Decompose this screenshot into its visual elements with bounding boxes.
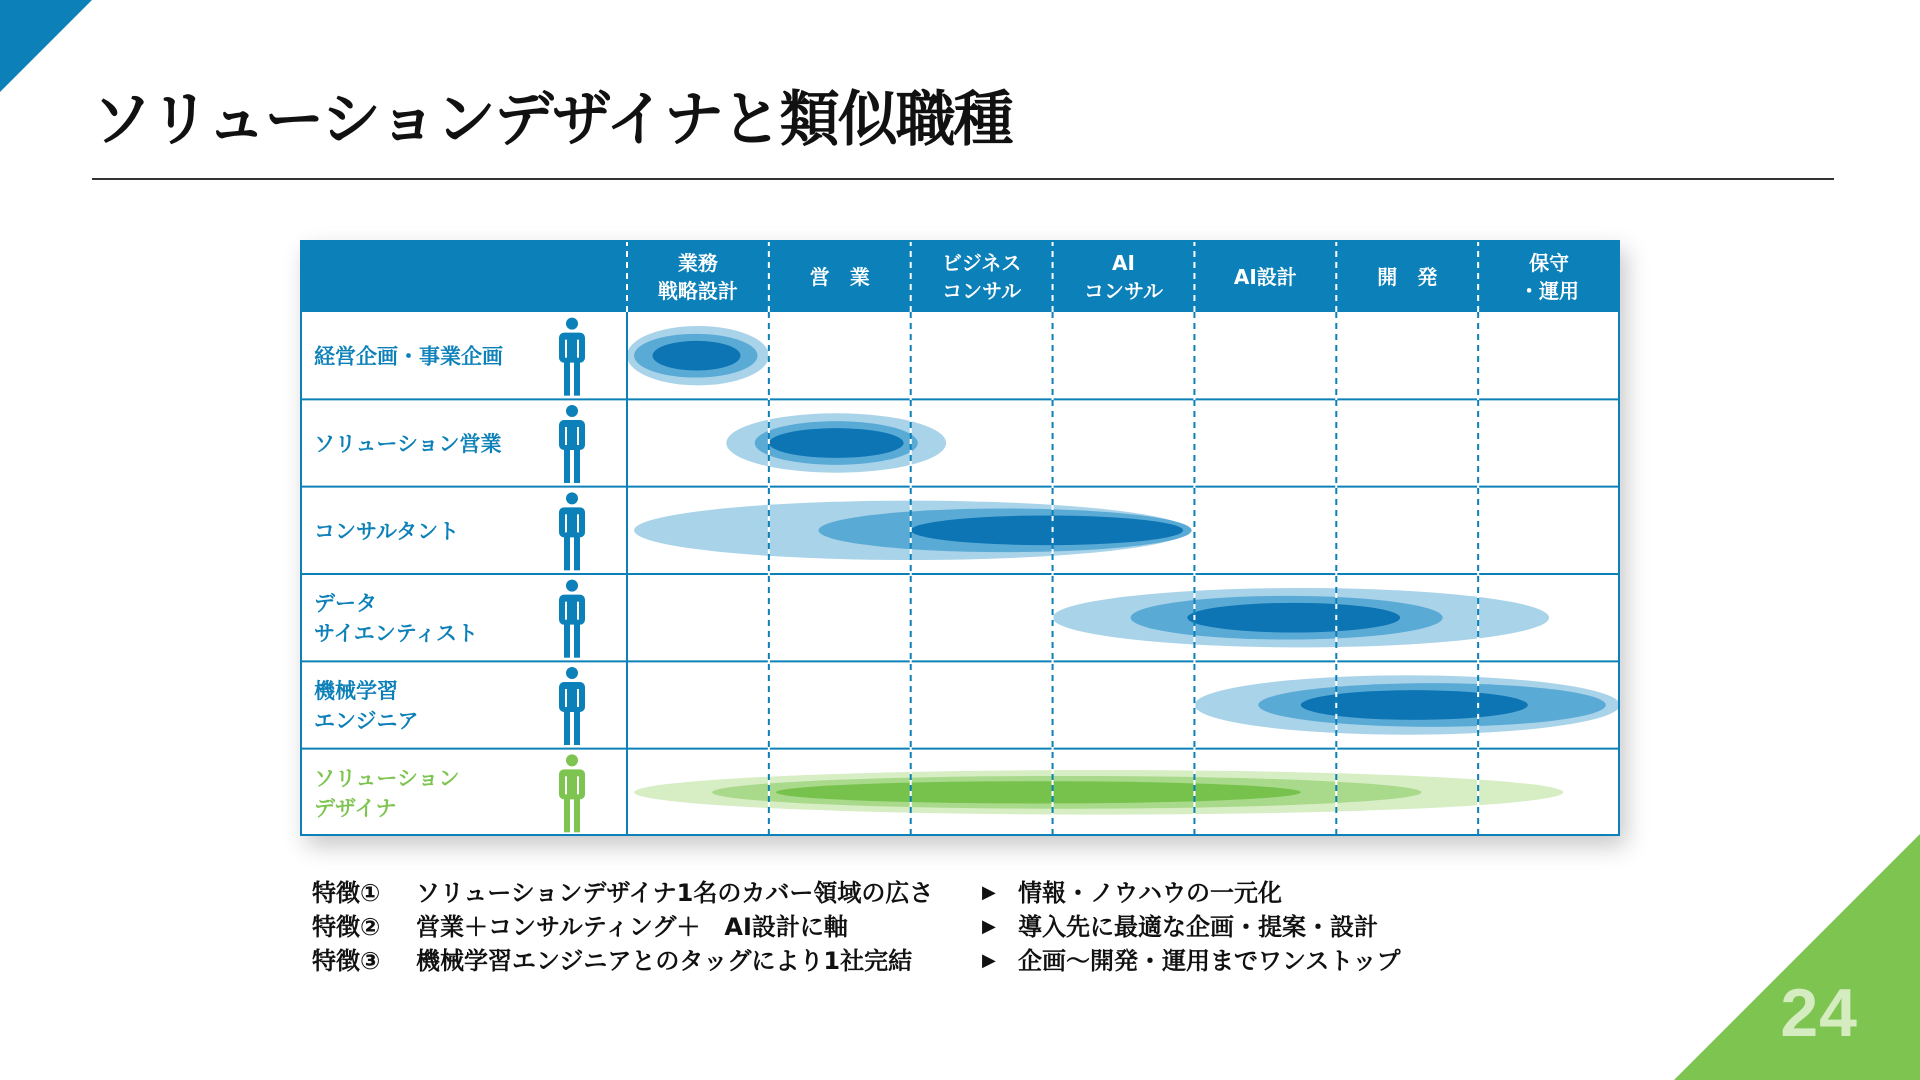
person-icon — [564, 707, 570, 745]
person-icon — [564, 445, 570, 483]
person-icon — [574, 794, 580, 832]
column-header-label: コンサル — [1084, 279, 1163, 303]
coverage-ellipse — [776, 781, 1301, 803]
person-icon — [566, 318, 578, 330]
row-label: データ — [314, 591, 377, 616]
person-icon — [559, 507, 585, 537]
feature-result: 導入先に最適な企画・提案・設計 — [1018, 913, 1378, 941]
person-icon — [574, 358, 580, 396]
column-header-label: ビジネス — [941, 251, 1022, 275]
role-coverage-matrix — [300, 240, 1620, 836]
feature-description: 機械学習エンジニアとのタッグにより1社完結 — [416, 947, 913, 975]
coverage-ellipse — [1301, 690, 1528, 720]
column-header-label: AI — [1112, 251, 1135, 275]
person-icon — [574, 620, 580, 658]
feature-description: ソリューションデザイナ1名のカバー領域の広さ — [416, 879, 934, 907]
person-icon — [577, 514, 579, 532]
person-icon — [565, 340, 567, 358]
person-icon — [565, 776, 567, 794]
coverage-ellipse — [911, 515, 1183, 545]
column-header-label: 営 業 — [809, 265, 870, 289]
person-icon — [565, 514, 567, 532]
feature-result: 企画〜開発・運用までワンストップ — [1018, 947, 1401, 975]
slide-title: ソリューションデザイナと類似職種 — [92, 85, 1012, 155]
person-icon — [559, 420, 585, 450]
arrow-right-icon: ▶ — [982, 950, 996, 971]
feature-number: 特徴③ — [312, 947, 381, 975]
row-label: エンジニア — [314, 709, 419, 733]
person-icon — [574, 707, 580, 745]
row-label: ソリューション — [314, 766, 460, 791]
coverage-ellipse — [653, 341, 741, 371]
feature-number: 特徴① — [312, 879, 381, 907]
row-label: 経営企画・事業企画 — [314, 344, 503, 369]
person-icon — [565, 689, 567, 707]
row-label: ソリューション営業 — [314, 432, 502, 456]
person-icon — [565, 602, 567, 620]
feature-number: 特徴② — [312, 913, 381, 941]
person-icon — [564, 358, 570, 396]
person-icon — [577, 689, 579, 707]
person-icon — [564, 532, 570, 570]
person-icon — [566, 405, 578, 417]
person-icon — [559, 682, 585, 712]
column-header-label: コンサル — [942, 279, 1022, 303]
row-label: 機械学習 — [314, 679, 398, 703]
person-icon — [566, 580, 578, 592]
row-label: コンサルタント — [314, 519, 460, 544]
person-icon — [564, 794, 570, 832]
person-icon — [564, 620, 570, 658]
coverage-ellipse — [769, 428, 904, 458]
person-icon — [577, 602, 579, 620]
person-icon — [566, 492, 578, 504]
arrow-right-icon: ▶ — [982, 882, 996, 903]
column-header-label: 戦略設計 — [657, 279, 738, 303]
person-icon — [577, 427, 579, 445]
column-header-label: AI設計 — [1233, 265, 1297, 289]
column-header-label: 業務 — [677, 251, 718, 275]
title-divider — [92, 178, 1834, 180]
person-icon — [574, 532, 580, 570]
corner-triangle-top-left — [0, 0, 92, 92]
person-icon — [566, 754, 578, 766]
feature-result: 情報・ノウハウの一元化 — [1018, 879, 1282, 907]
column-header-label: ・運用 — [1519, 279, 1580, 303]
person-icon — [577, 776, 579, 794]
person-icon — [559, 769, 585, 799]
person-icon — [566, 667, 578, 679]
row-label: サイエンティスト — [314, 621, 479, 646]
column-header-label: 開 発 — [1377, 265, 1438, 289]
arrow-right-icon: ▶ — [982, 916, 996, 937]
person-icon — [565, 427, 567, 445]
row-label: デザイナ — [314, 796, 397, 821]
page-number: 24 — [1780, 975, 1858, 1051]
column-header-label: 保守 — [1529, 251, 1570, 275]
matrix-canvas — [300, 240, 1620, 836]
person-icon — [574, 445, 580, 483]
person-icon — [577, 340, 579, 358]
coverage-ellipse — [1187, 603, 1400, 633]
feature-description: 営業＋コンサルティング＋ AI設計に軸 — [416, 913, 848, 941]
person-icon — [559, 595, 585, 625]
person-icon — [559, 333, 585, 363]
